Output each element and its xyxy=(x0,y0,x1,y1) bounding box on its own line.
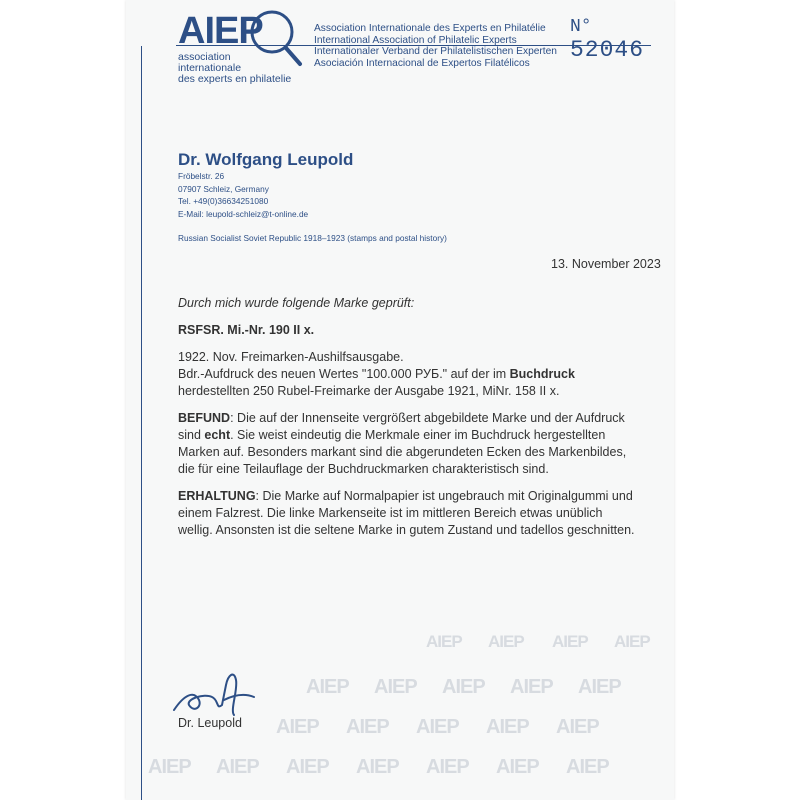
befund-text: : Die auf der Innenseite vergrößert abgebildete Marke und der Aufdruck sind xyxy=(178,411,625,442)
logo-sub-line: des experts en philatelie xyxy=(178,73,292,85)
desc-line-3: herdestellten 250 Rubel-Freimarke der Ausgabe 1921, MiNr. 158 II x. xyxy=(178,384,560,398)
watermark-logo: AIEP xyxy=(426,756,469,778)
logo-wordmark: AIEP xyxy=(178,10,263,52)
address-city: 07907 Schleiz, Germany xyxy=(178,183,269,194)
expert-address xyxy=(178,170,308,220)
watermark-logo: AIEP xyxy=(488,632,524,651)
stamp-description xyxy=(178,349,638,400)
certificate-date: 13. November 2023 xyxy=(551,257,661,271)
expert-specialty: Russian Socialist Soviet Republic 1918–1923 (stamps and postal history) xyxy=(178,233,447,243)
watermark-logo: AIEP xyxy=(276,716,319,738)
intro-line: Durch mich wurde folgende Marke geprüft: xyxy=(178,296,415,310)
signature-image xyxy=(164,655,264,725)
logo-sub-line: internationale xyxy=(178,62,242,74)
association-names xyxy=(314,23,557,69)
logo-sub-line: association xyxy=(178,51,231,63)
address-email: E-Mail: leupold-schleiz@t-online.de xyxy=(178,208,309,219)
erhaltung-label: ERHALTUNG xyxy=(178,489,256,503)
desc-line-2: Bdr.-Aufdruck des neuen Wertes "100.000 РУБ." auf der im xyxy=(178,367,510,381)
desc-buchdruck: Buchdruck xyxy=(509,367,575,381)
erhaltung-paragraph xyxy=(178,488,638,539)
erhaltung-text: : Die Marke auf Normalpapier ist ungebrauch mit Originalgummi und einem Falzrest. Die linke Markenseite ist im mittleren Bereich etwas unüblich wellig. Ansonsten ist die seltene Marke in gutem Zustand und tadellos geschnitten. xyxy=(178,489,635,537)
certificate-number xyxy=(570,17,674,63)
expert-name: Dr. Wolfgang Leupold xyxy=(178,150,354,169)
watermark-logo: AIEP xyxy=(286,756,329,778)
cert-number-value: 52046 xyxy=(570,37,645,63)
watermark-logo: AIEP xyxy=(510,676,553,698)
address-street: Fröbelstr. 26 xyxy=(178,171,225,181)
association-name-en: International Association of Philatelic Experts xyxy=(314,34,517,46)
logo-subtitle xyxy=(178,52,291,85)
watermark-logo: AIEP xyxy=(556,716,599,738)
watermark-logo: AIEP xyxy=(578,676,621,698)
association-name-es: Asociación Internacional de Expertos Filatélicos xyxy=(314,57,530,69)
watermark-logo: AIEP xyxy=(346,716,389,738)
befund-paragraph xyxy=(178,410,638,478)
address-phone: Tel. +49(0)36634251080 xyxy=(178,196,269,207)
desc-line-1: 1922. Nov. Freimarken-Aushilfsausgabe. xyxy=(178,350,404,364)
watermark-logo: AIEP xyxy=(552,632,588,651)
watermark-logo: AIEP xyxy=(614,632,650,651)
watermark-logo: AIEP xyxy=(486,716,529,738)
watermark-logo: AIEP xyxy=(216,756,259,778)
cert-number-label: N° xyxy=(570,17,592,37)
befund-label: BEFUND xyxy=(178,411,231,425)
watermark-logo: AIEP xyxy=(306,676,349,698)
befund-echt: echt xyxy=(204,428,231,442)
signature-name: Dr. Leupold xyxy=(178,716,242,730)
watermark-logo: AIEP xyxy=(374,676,417,698)
association-name-de: Internationaler Verband der Philatelistischen Experten xyxy=(314,46,557,57)
watermark-logo: AIEP xyxy=(442,676,485,698)
watermark-logo: AIEP xyxy=(356,756,399,778)
watermark-logo: AIEP xyxy=(426,632,462,651)
certificate-body xyxy=(178,295,638,549)
certificate-page xyxy=(126,0,674,800)
watermark-logo: AIEP xyxy=(416,716,459,738)
watermark-logo: AIEP xyxy=(148,756,191,778)
stamp-id: RSFSR. Mi.-Nr. 190 II x. xyxy=(178,323,315,337)
watermark-logo: AIEP xyxy=(566,756,609,778)
befund-text-cont: . Sie weist eindeutig die Merkmale einer im Buchdruck hergestellten Marken auf. Besonders markant sind die abgerundeten Ecken des Markenbildes, die für eine Teilauflage der Buchdruckmarken charakteristisch sind. xyxy=(178,428,627,476)
association-name-fr: Association Internationale des Experts en Philatélie xyxy=(314,23,546,34)
watermark-logo: AIEP xyxy=(496,756,539,778)
